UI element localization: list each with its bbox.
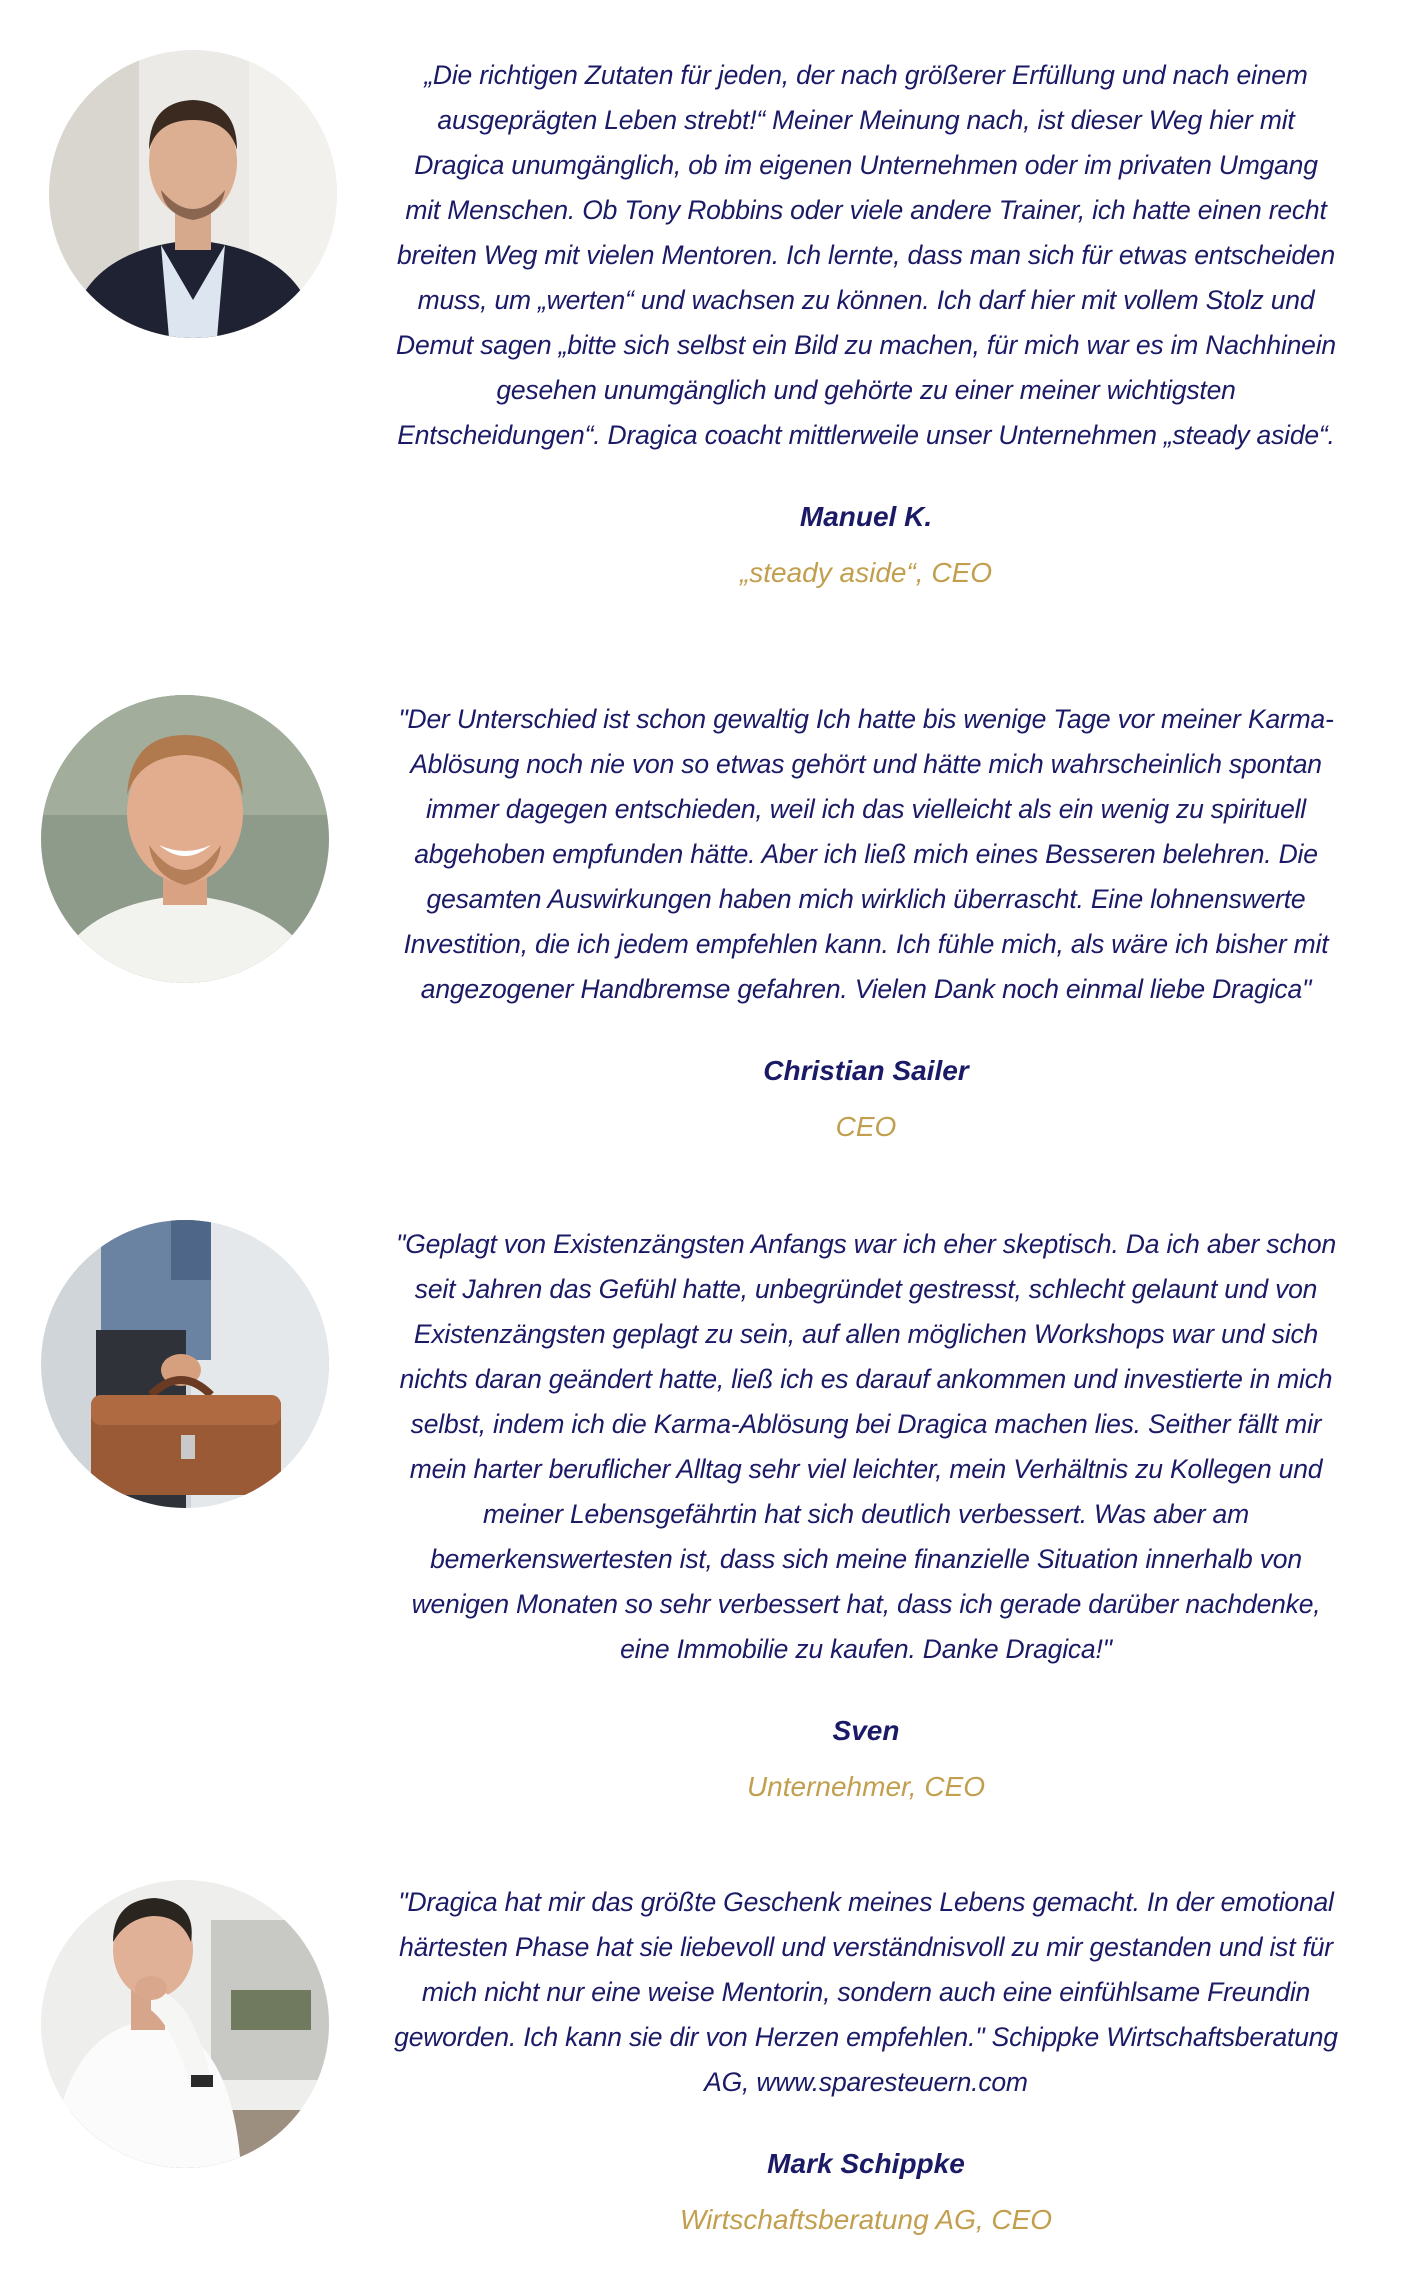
quote-line: "Dragica hat mir das größte Geschenk meines Lebens gemacht. In der emotional	[398, 1887, 1334, 1917]
testimonial-role: CEO	[835, 1111, 897, 1142]
avatar	[41, 695, 329, 983]
avatar	[41, 1220, 329, 1508]
quote-line: Entscheidungen“. Dragica coacht mittlerweile unser Unternehmen „steady aside“.	[397, 420, 1335, 450]
briefcase-photo	[41, 1220, 329, 1508]
quote-line: gesehen unumgänglich und gehörte zu einer meiner wichtigsten	[496, 375, 1236, 405]
quote-line: breiten Weg mit vielen Mentoren. Ich lernte, dass man sich für etwas entscheiden	[397, 240, 1335, 270]
testimonial-name: Manuel K.	[799, 501, 933, 532]
testimonial-role: Wirtschaftsberatung AG, CEO	[679, 2204, 1053, 2235]
quote-line: seit Jahren das Gefühl hatte, unbegründet gestresst, schlecht gelaunt und von	[414, 1274, 1318, 1304]
quote-line: mit Menschen. Ob Tony Robbins oder viele andere Trainer, ich hatte einen recht	[405, 195, 1327, 225]
quote-line: Ablösung noch nie von so etwas gehört und hätte mich wahrscheinlich spontan	[410, 749, 1322, 779]
quote-line: „Die richtigen Zutaten für jeden, der nach größerer Erfüllung und nach einem	[424, 60, 1308, 90]
quote-line: AG, www.sparesteuern.com	[704, 2067, 1028, 2097]
smiling-man-photo	[41, 695, 329, 983]
quote-line: mich nicht nur eine weise Mentorin, sondern auch eine einfühlsame Freundin	[421, 1977, 1311, 2007]
quote-line: "Geplagt von Existenzängsten Anfangs war ich eher skeptisch. Da ich aber schon	[396, 1229, 1336, 1259]
quote-line: gesamten Auswirkungen haben mich wirklich überrascht. Eine lohnenswerte	[426, 884, 1306, 914]
quote-line: mein harter beruflicher Alltag sehr viel leichter, mein Verhältnis zu Kollegen und	[409, 1454, 1323, 1484]
quote-line: Demut sagen „bitte sich selbst ein Bild zu machen, für mich war es im Nachhinein	[396, 330, 1336, 360]
testimonial-name: Sven	[832, 1715, 900, 1746]
quote-line: selbst, indem ich die Karma-Ablösung bei Dragica machen lies. Seither fällt mir	[410, 1409, 1322, 1439]
testimonial-content	[352, 1880, 1380, 2240]
testimonial-name: Mark Schippke	[767, 2148, 965, 2179]
quote-line: eine Immobilie zu kaufen. Danke Dragica!"	[620, 1634, 1112, 1664]
quote-line: Existenzängsten geplagt zu sein, auf allen möglichen Workshops war und sich	[413, 1319, 1319, 1349]
testimonial-quote	[352, 697, 1380, 1012]
avatar	[49, 50, 337, 338]
avatar	[41, 1880, 329, 2168]
testimonial-quote	[352, 53, 1380, 458]
quote-line: härtesten Phase hat sie liebevoll und verständnisvoll zu mir gestanden und ist für	[399, 1932, 1333, 1962]
testimonial-name: Christian Sailer	[763, 1055, 969, 1086]
quote-line: "Der Unterschied ist schon gewaltig Ich hatte bis wenige Tage vor meiner Karma-	[398, 704, 1334, 734]
quote-line: Dragica unumgänglich, ob im eigenen Unternehmen oder im privaten Umgang	[414, 150, 1318, 180]
quote-line: immer dagegen entschieden, weil ich das vielleicht als ein wenig zu spirituell	[426, 794, 1306, 824]
quote-line: nichts daran geändert hatte, ließ ich es darauf ankommen und investierte in mich	[399, 1364, 1333, 1394]
man-in-suit-photo	[49, 50, 337, 338]
quote-line: muss, um „werten“ und wachsen zu können. Ich darf hier mit vollem Stolz und	[417, 285, 1315, 315]
testimonial-role: Unternehmer, CEO	[746, 1771, 986, 1802]
testimonial-role: „steady aside“, CEO	[739, 557, 993, 588]
quote-line: geworden. Ich kann sie dir von Herzen empfehlen." Schippke Wirtschaftsberatung	[394, 2022, 1338, 2052]
testimonial-quote	[352, 1222, 1380, 1672]
quote-line: wenigen Monaten so sehr verbessert hat, dass ich gerade darüber nachdenke,	[411, 1589, 1321, 1619]
quote-line: Investition, die ich jedem empfehlen kann. Ich fühle mich, als wäre ich bisher mit	[403, 929, 1329, 959]
quote-line: angezogener Handbremse gefahren. Vielen Dank noch einmal liebe Dragica"	[420, 974, 1312, 1004]
thinking-man-photo	[41, 1880, 329, 2168]
quote-line: meiner Lebensgefährtin hat sich deutlich verbessert. Was aber am	[483, 1499, 1249, 1529]
testimonial-content	[352, 697, 1380, 1147]
quote-line: abgehoben empfunden hätte. Aber ich ließ mich eines Besseren belehren. Die	[414, 839, 1318, 869]
quote-line: bemerkenswertesten ist, dass sich meine finanzielle Situation innerhalb von	[430, 1544, 1302, 1574]
testimonial-quote	[352, 1880, 1380, 2105]
testimonial-content	[352, 53, 1380, 593]
quote-line: ausgeprägten Leben strebt!“ Meiner Meinung nach, ist dieser Weg hier mit	[437, 105, 1295, 135]
testimonial-content	[352, 1222, 1380, 1807]
